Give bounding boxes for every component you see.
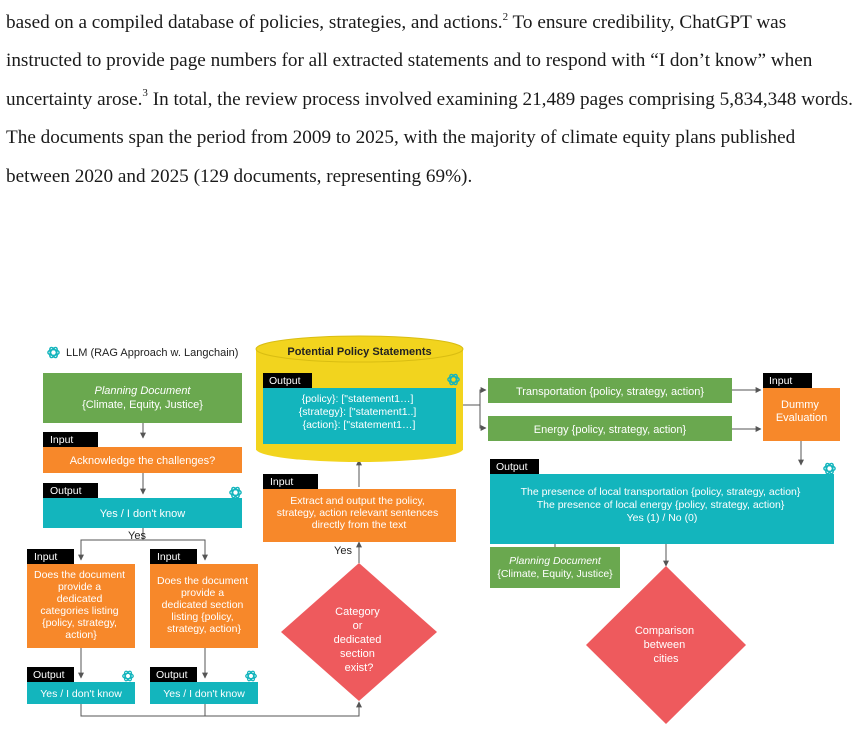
output-tag-label: Output <box>156 669 188 681</box>
planning-document-subtitle: {Climate, Equity, Justice} <box>497 568 613 580</box>
planning-document-title: Planning Document <box>94 385 191 397</box>
database-statements: {policy}: ["statement1…] {strategy}: ["statement1..] {action}: ["statement1…] <box>298 393 417 431</box>
input-tag-label: Input <box>769 375 793 387</box>
database-title: Potential Policy Statements <box>287 346 432 358</box>
planning-document-box <box>43 373 242 423</box>
openai-icon <box>824 462 835 475</box>
output-tag-label: Output <box>269 375 301 387</box>
planning-document-title: Planning Document <box>509 555 601 567</box>
paragraph-sentence-2: To ensure credibility, ChatGPT was instructed to provide page numbers for all extracted statements and to respond with “I don’t know” when uncertainty arose. <box>6 12 813 110</box>
yes-label: Yes <box>334 545 352 557</box>
section-exist-text: Category or dedicated section exist? <box>333 606 382 674</box>
input-tag-label: Input <box>270 476 294 488</box>
output-tag-label: Output <box>50 485 82 497</box>
openai-icon <box>123 670 134 682</box>
section-exist-decision <box>281 563 437 701</box>
section-question-text: Does the document provide a dedicated section listing {policy, strategy, action} <box>157 575 249 635</box>
input-tag-label: Input <box>34 551 58 563</box>
output-tag-label: Output <box>33 669 65 681</box>
categories-answer-text: Yes / I don't know <box>40 688 122 700</box>
answer-text: Yes / I don't know <box>99 508 186 520</box>
llm-label: LLM (RAG Approach w. Langchain) <box>66 347 239 359</box>
comparison-text: Comparison between cities <box>634 625 695 665</box>
challenges-text: Acknowledge the challenges? <box>69 455 216 467</box>
presence-text: The presence of local transportation {policy, strategy, action} The presence of local energy {policy, strategy, action} Yes (1) / No (0) <box>520 486 801 524</box>
footnote-3[interactable]: 3 <box>142 87 148 100</box>
openai-icon <box>230 486 241 499</box>
input-tag-label: Input <box>50 434 74 446</box>
paragraph-sentence-1: based on a compiled database of policies, strategies, and actions. <box>6 12 503 33</box>
paragraph-sentence-3: In total, the review process involved examining 21,489 pages comprising 5,834,348 words. The documents span the period from 2009 to 2025, with the majority of climate equity plans published between 2020 and 2025 (129 documents, representing 69%). <box>6 88 853 187</box>
openai-icon <box>48 346 59 359</box>
openai-icon <box>246 670 257 682</box>
footnote-2[interactable]: 2 <box>502 10 509 23</box>
section-answer-text: Yes / I don't know <box>163 688 245 700</box>
dummy-evaluation-text: Dummy Evaluation <box>775 399 828 424</box>
yes-label: Yes <box>128 530 146 542</box>
transportation-text: Transportation {policy, strategy, action} <box>515 386 705 398</box>
extract-text: Extract and output the policy, strategy, action relevant sentences directly from the text <box>276 495 439 531</box>
planning-document-subtitle: {Climate, Equity, Justice} <box>82 399 203 411</box>
input-tag-label: Input <box>157 551 181 563</box>
categories-question-text: Does the document provide a dedicated categories listing {policy, strategy, action} <box>34 569 126 641</box>
energy-text: Energy {policy, strategy, action} <box>533 424 687 436</box>
output-tag-label: Output <box>496 461 528 473</box>
